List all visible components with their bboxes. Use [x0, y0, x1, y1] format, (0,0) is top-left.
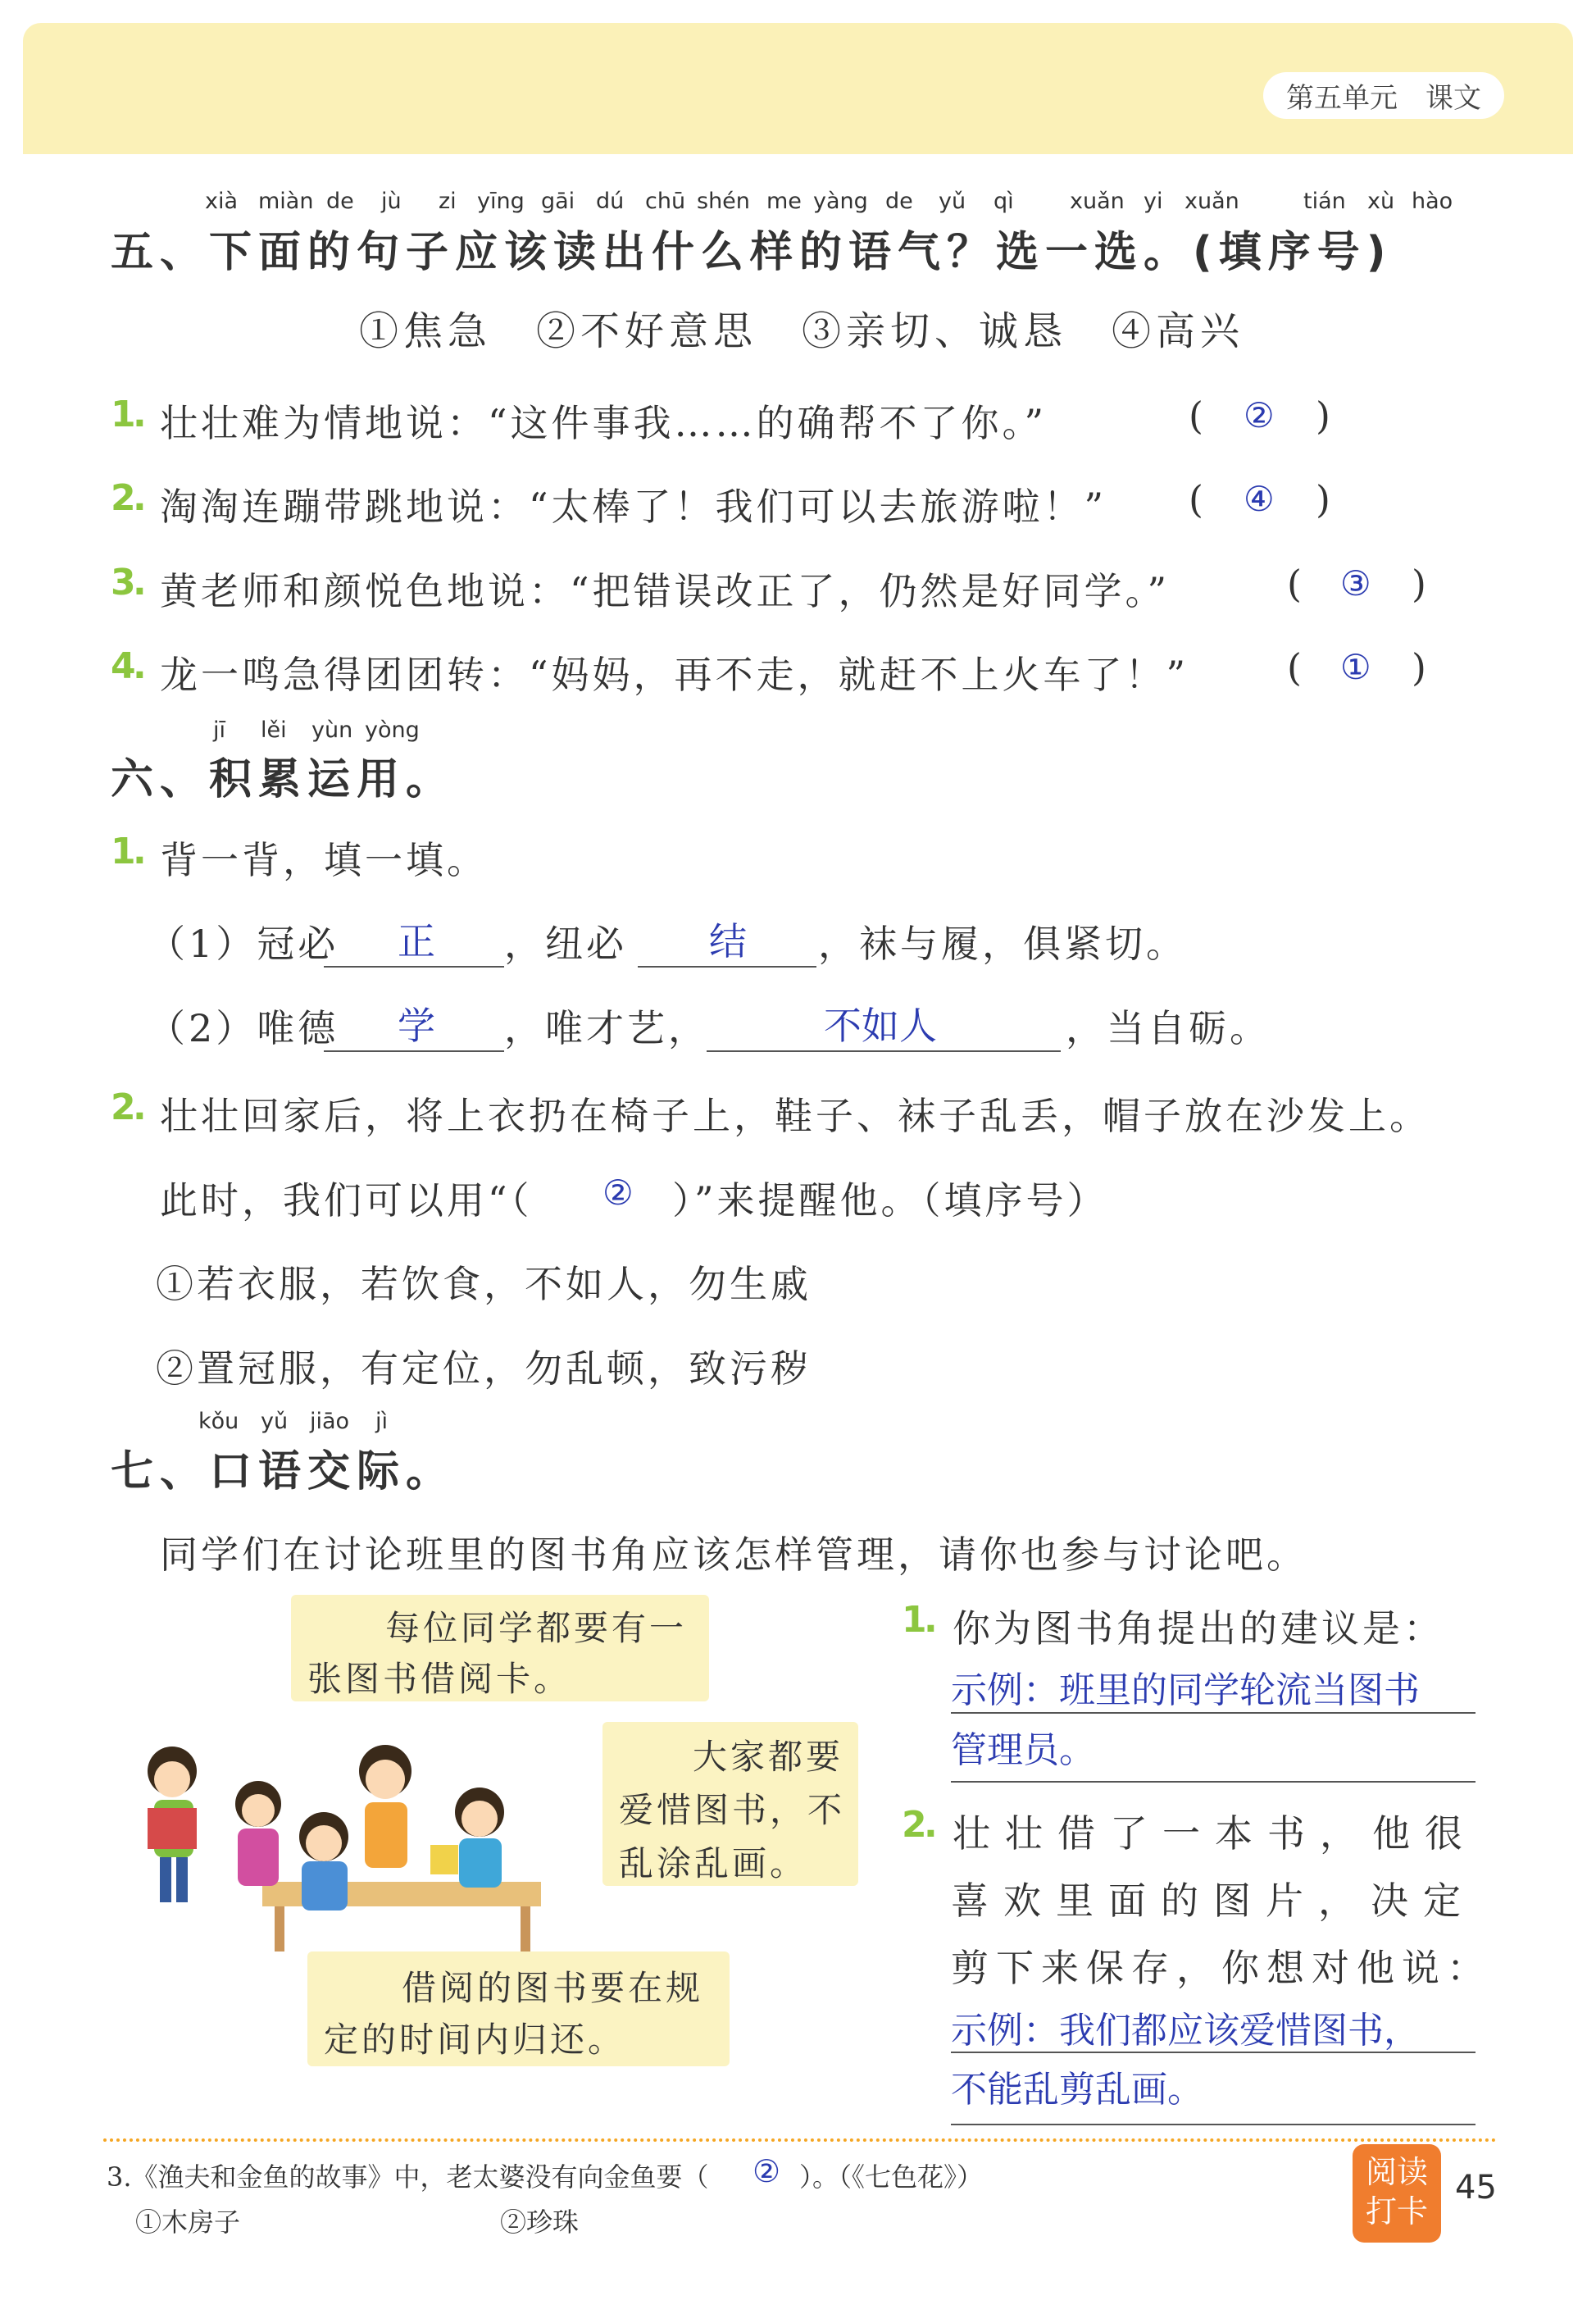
speech-note-2: 大家都要 爱惜图书，不 乱涂乱画。 — [602, 1722, 858, 1886]
footer-divider — [103, 2138, 1497, 2142]
speech-note-1: 每位同学都要有一 张图书借阅卡。 — [291, 1595, 709, 1701]
answer: 不如人 — [824, 1004, 937, 1048]
answer: 示例：我们都应该爱惜图书， — [951, 2010, 1420, 2052]
answer: ② — [753, 2153, 781, 2189]
section5-heading: 五、下面的句子应该读出什么样的语气？选一选。(填序号) — [111, 228, 1393, 277]
section6-heading: 六、积累运用。 — [111, 755, 456, 804]
speech-note-3: 借阅的图书要在规 定的时间内归还。 — [307, 1951, 730, 2066]
banner-wave — [23, 123, 1573, 172]
page-number: 45 — [1455, 2169, 1497, 2207]
children-reading-illustration — [139, 1738, 566, 1951]
answer: 结 — [709, 919, 747, 963]
unit-tag: 第五单元 课文 — [1263, 72, 1504, 119]
section7-heading: 七、口语交际。 — [111, 1447, 456, 1496]
answer: ② — [602, 1173, 634, 1213]
answer: ① — [1340, 647, 1371, 687]
answer: ② — [1244, 395, 1275, 435]
answer: ④ — [1244, 479, 1275, 519]
section7-intro: 同学们在讨论班里的图书角应该怎样管理，请你也参与讨论吧。 — [160, 1533, 1307, 1577]
section5-options: ①焦急 ②不好意思 ③亲切、诚恳 ④高兴 — [359, 308, 1245, 354]
answer: 示例：班里的同学轮流当图书 — [951, 1669, 1420, 1711]
reading-checkin-badge: 阅读 打卡 — [1353, 2144, 1441, 2243]
answer: 管理员。 — [951, 1729, 1095, 1771]
answer: 不能乱剪乱画。 — [951, 2069, 1203, 2111]
answer: 正 — [398, 919, 435, 963]
answer: 学 — [398, 1004, 435, 1048]
answer: ③ — [1340, 563, 1371, 603]
